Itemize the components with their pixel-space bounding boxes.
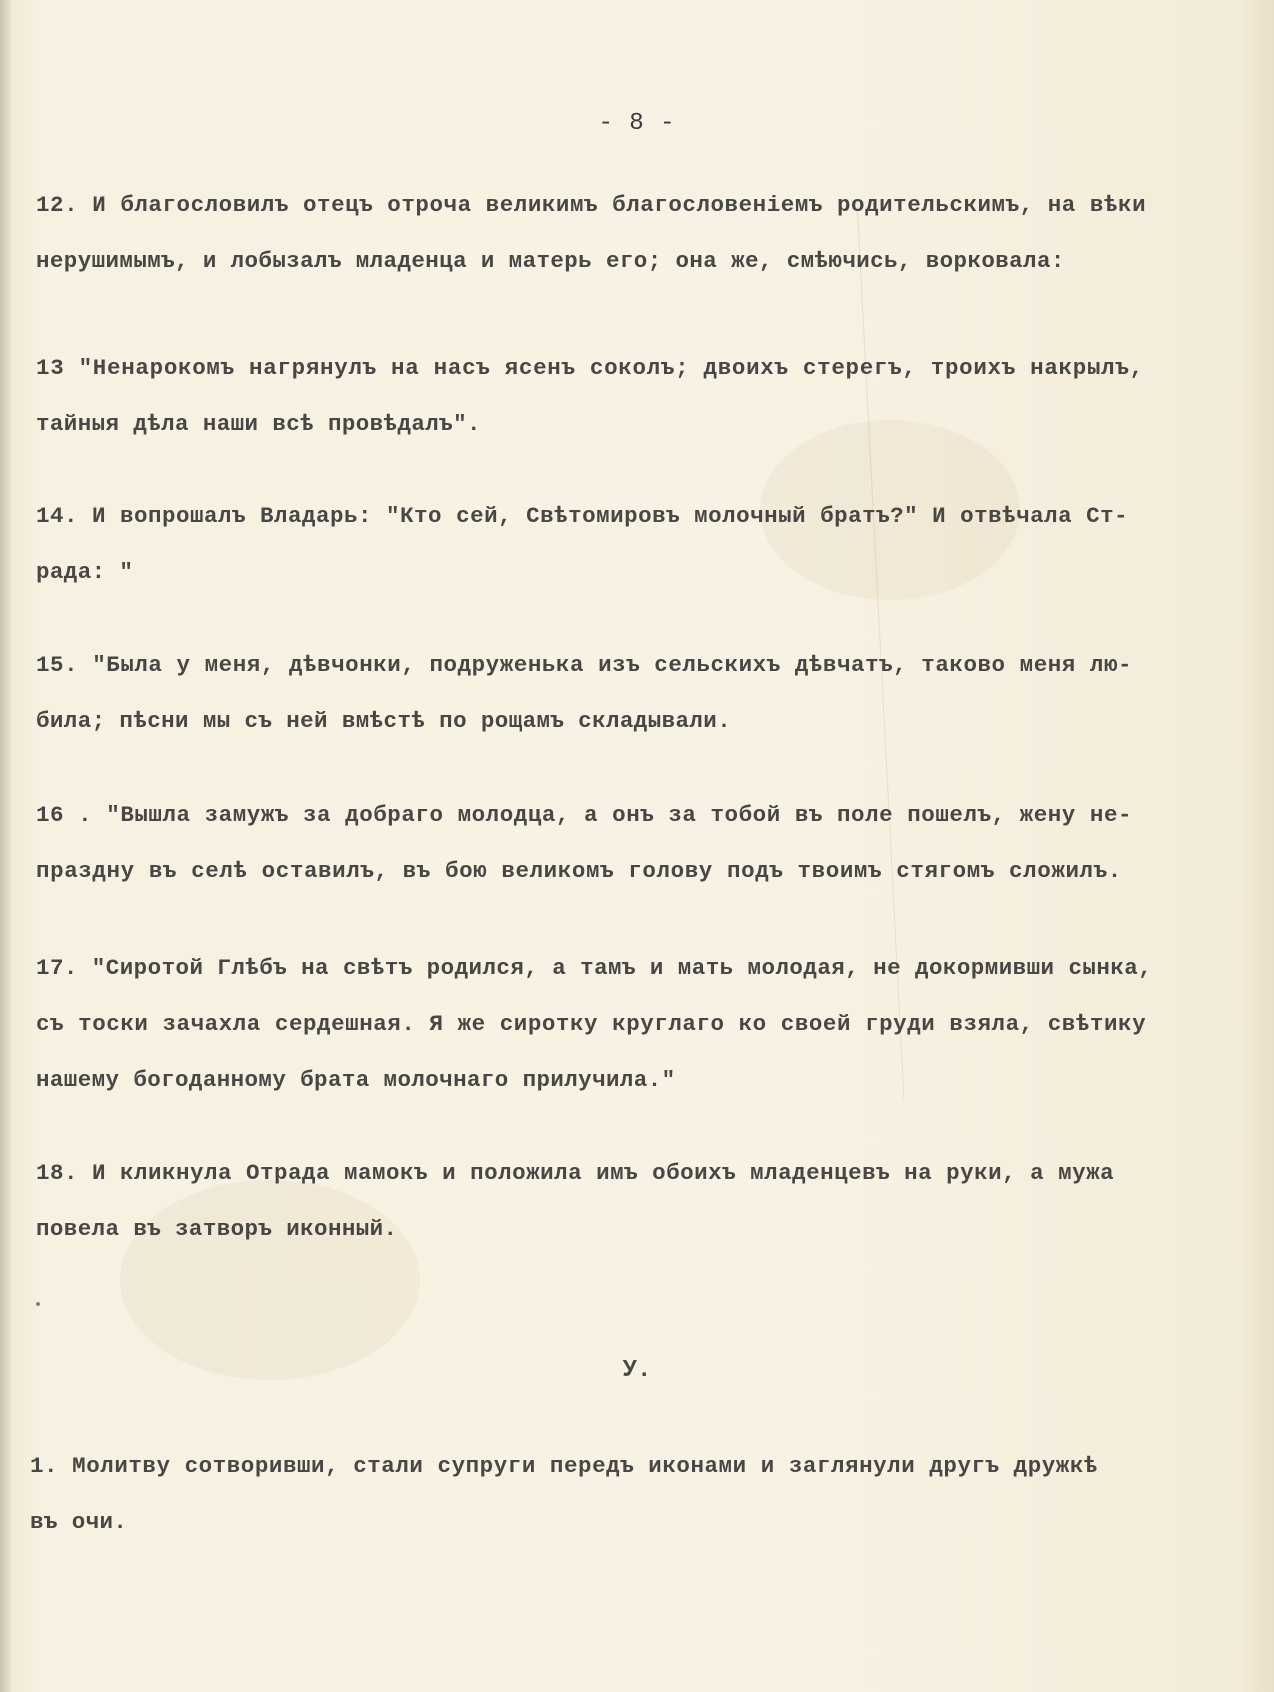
text-line: нашему богоданному брата молочнаго прилучила." xyxy=(36,1067,676,1093)
text-line: праздну въ селѣ оставилъ, въ бою великомъ голову подъ твоимъ стягомъ сложилъ. xyxy=(36,858,1122,884)
text-line: 15. "Была у меня, дѣвчонки, подруженька изъ сельскихъ дѣвчатъ, таково меня лю- xyxy=(36,652,1133,678)
text-line: 1. Молитву сотворивши, стали супруги передъ иконами и заглянули другъ дружкѣ xyxy=(30,1453,1098,1479)
page-edge-shadow xyxy=(0,0,12,1692)
text-line: била; пѣсни мы съ ней вмѣстѣ по рощамъ складывали. xyxy=(36,708,732,734)
ink-speck xyxy=(36,1302,40,1306)
text-line: рада: " xyxy=(36,559,134,585)
text-line: тайныя дѣла наши всѣ провѣдалъ". xyxy=(36,411,481,437)
paragraph xyxy=(36,340,1254,452)
text-line: повела въ затворъ иконный. xyxy=(36,1216,398,1242)
text-line: съ тоски зачахла сердешная. Я же сиротку круглаго ко своей груди взяла, свѣтику xyxy=(36,1011,1147,1037)
text-line: 13 "Ненарокомъ нагрянулъ на насъ ясенъ соколъ; двоихъ стерегъ, троихъ накрылъ, xyxy=(36,355,1144,381)
text-line: 17. "Сиротой Глѣбъ на свѣтъ родился, а тамъ и мать молодая, не докормивши сынка, xyxy=(36,955,1153,981)
text-line: 12. И благословилъ отецъ отроча великимъ благословенiемъ родительскимъ, на вѣки xyxy=(36,192,1147,218)
text-line: нерушимымъ, и лобызалъ младенца и матерь его; она же, смѣючись, ворковала: xyxy=(36,248,1065,274)
text-line: 14. И вопрошалъ Владарь: "Кто сей, Свѣтомировъ молочный братъ?" И отвѣчала Ст- xyxy=(36,503,1129,529)
paragraph xyxy=(30,1438,1254,1550)
paragraph xyxy=(36,787,1254,899)
text-line: 16 . "Вышла замужъ за добраго молодца, а онъ за тобой въ поле пошелъ, жену не- xyxy=(36,802,1133,828)
paragraph xyxy=(36,637,1254,749)
paragraph xyxy=(36,177,1254,289)
paragraph xyxy=(36,488,1254,600)
section-heading: У. xyxy=(622,1357,652,1384)
paragraph xyxy=(36,940,1254,1108)
text-line: 18. И кликнула Отрада мамокъ и положила имъ обоихъ младенцевъ на руки, а мужа xyxy=(36,1160,1115,1186)
page-number: - 8 - xyxy=(598,110,676,137)
paragraph xyxy=(36,1145,1254,1257)
text-line: въ очи. xyxy=(30,1509,128,1535)
